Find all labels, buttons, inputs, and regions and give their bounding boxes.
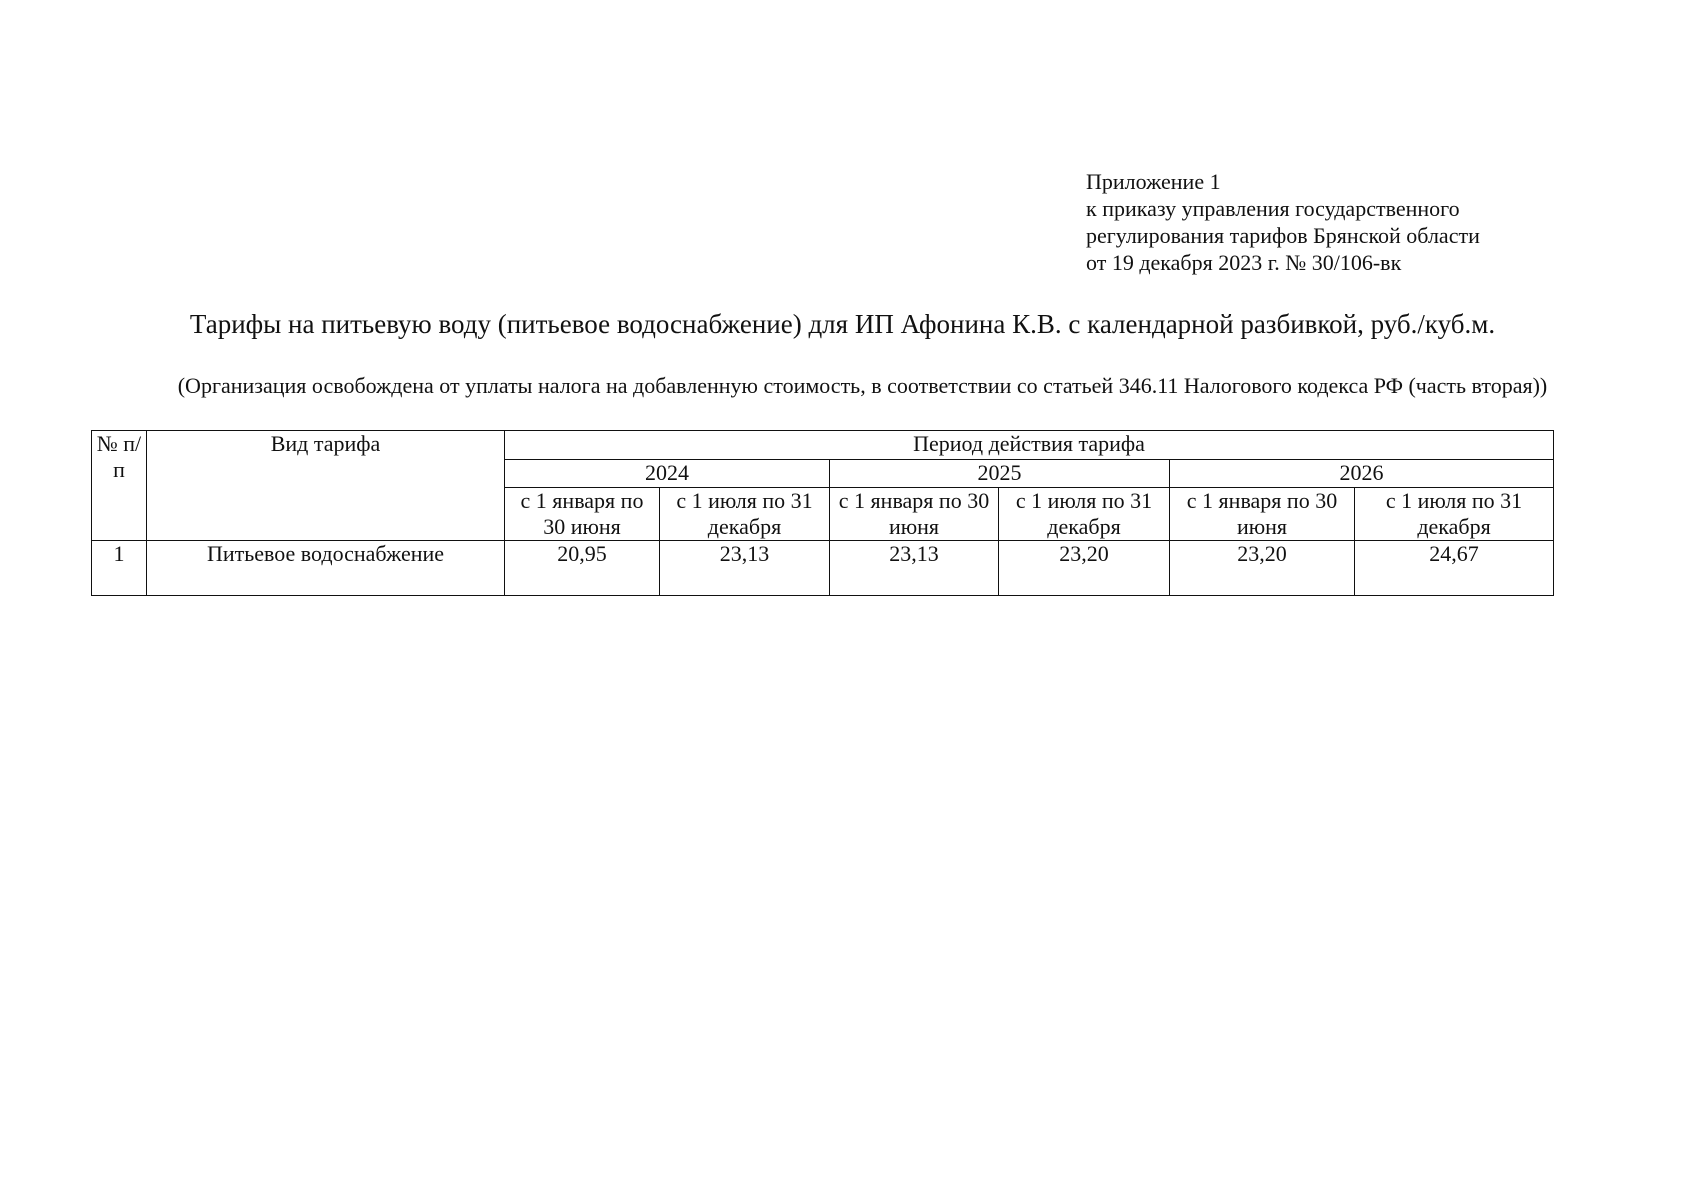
year-header-cell: 2026 — [1170, 460, 1554, 488]
year-header-cell: 2024 — [505, 460, 830, 488]
year-header-cell: 2025 — [830, 460, 1170, 488]
period-header-cell: с 1 июля по 31 декабря — [999, 488, 1170, 541]
period-header-cell: с 1 июля по 31 декабря — [660, 488, 830, 541]
appendix-line: регулирования тарифов Брянской области — [1086, 223, 1480, 248]
period-header-cell: с 1 января по 30 июня — [830, 488, 999, 541]
tariff-value-cell: 23,20 — [999, 541, 1170, 596]
tariff-value-cell: 23,20 — [1170, 541, 1355, 596]
tariff-table — [91, 430, 1554, 596]
tariff-value-cell: 23,13 — [660, 541, 830, 596]
appendix-header — [1086, 168, 1480, 276]
tariff-type-header-cell: Вид тарифа — [147, 431, 505, 541]
table-header-row — [92, 431, 1554, 460]
vat-note: (Организация освобождена от уплаты налога на добавленную стоимость, в соответствии со статьей 346.11 Налогового кодекса РФ (часть вторая)) — [177, 373, 1548, 398]
appendix-line: к приказу управления государственного — [1086, 196, 1460, 221]
period-header-cell: с 1 января по 30 июня — [1170, 488, 1355, 541]
period-header-cell: с 1 января по 30 июня — [505, 488, 660, 541]
table-row — [92, 541, 1554, 596]
appendix-line: Приложение 1 — [1086, 169, 1221, 194]
document-title: Тарифы на питьевую воду (питьевое водоснабжение) для ИП Афонина К.В. с календарной разбивкой, руб./куб.м. — [189, 309, 1496, 339]
row-number-cell: 1 — [92, 541, 147, 596]
tariff-value-cell: 20,95 — [505, 541, 660, 596]
appendix-line: от 19 декабря 2023 г. № 30/106-вк — [1086, 250, 1402, 275]
tariff-name-cell: Питьевое водоснабжение — [147, 541, 505, 596]
period-header-cell: с 1 июля по 31 декабря — [1355, 488, 1554, 541]
number-header-cell: № п/п — [92, 431, 147, 541]
period-header-cell: Период действия тарифа — [505, 431, 1554, 460]
tariff-value-cell: 23,13 — [830, 541, 999, 596]
tariff-value-cell: 24,67 — [1355, 541, 1554, 596]
